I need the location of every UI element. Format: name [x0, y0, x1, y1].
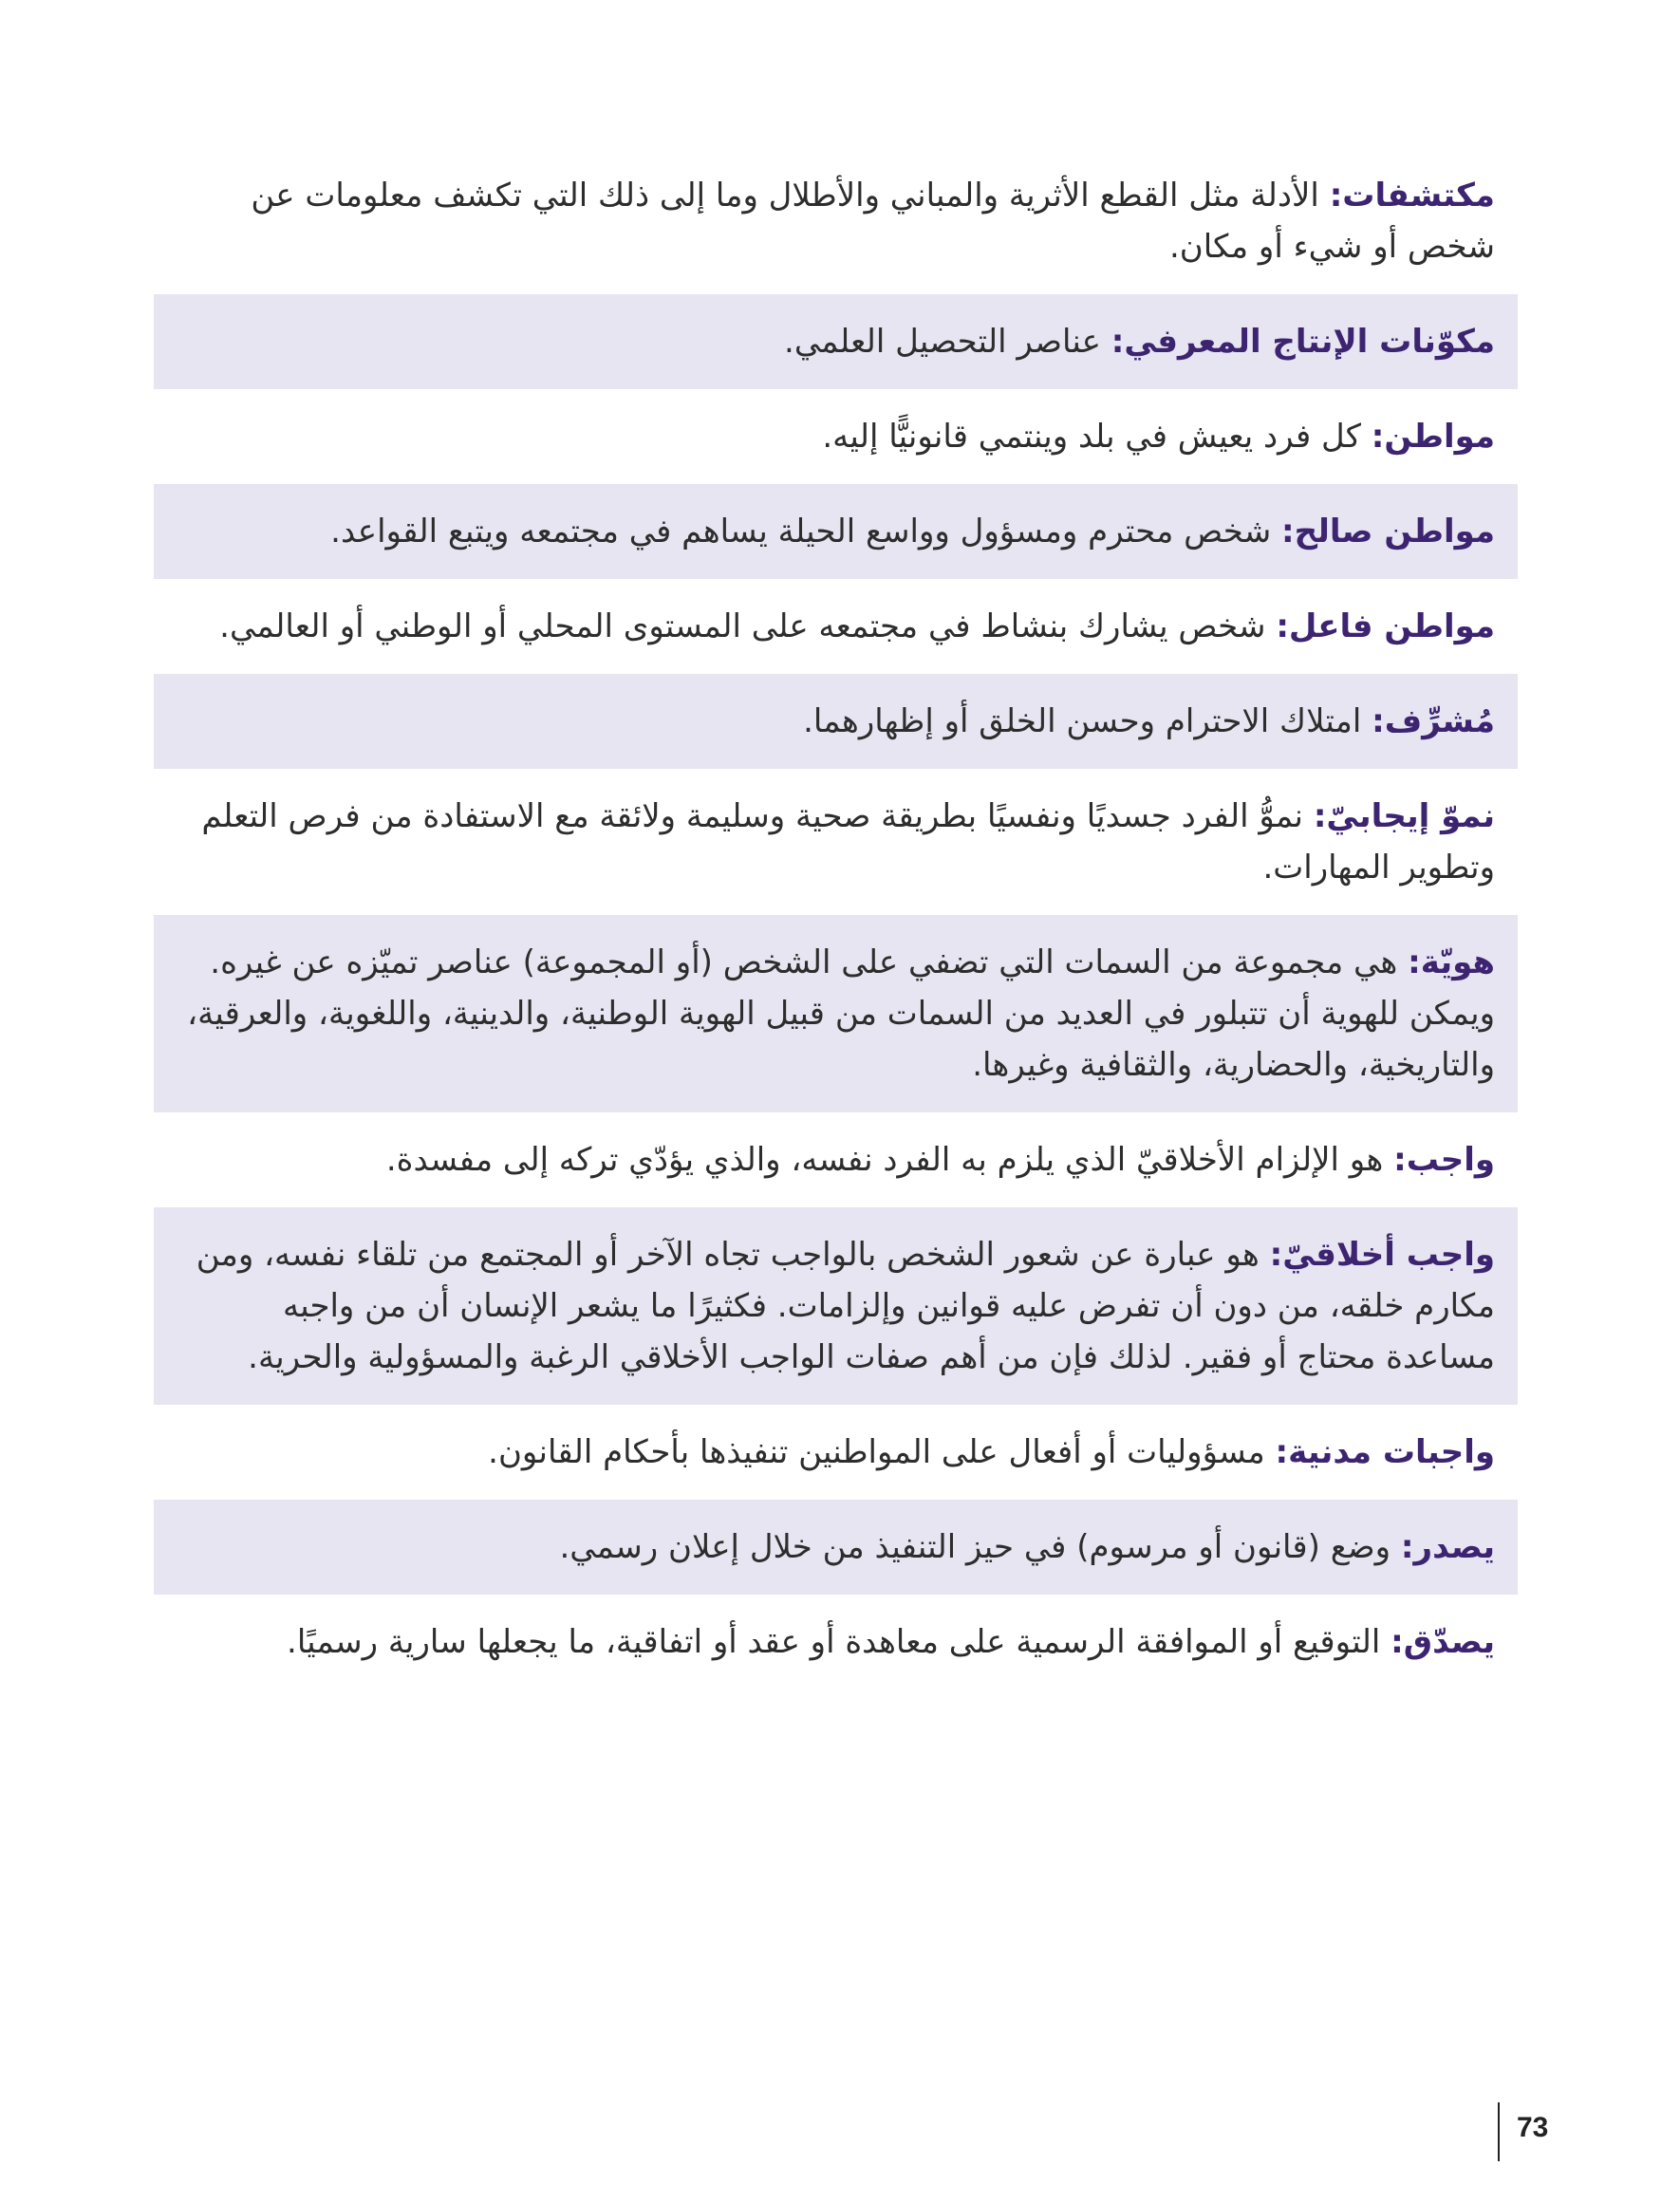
glossary-definition: الأدلة مثل القطع الأثرية والمباني والأطلال وما إلى ذلك التي تكشف معلومات عن شخص أو شيء أو مكان.: [251, 177, 1495, 266]
glossary-term: مكتشفات:: [1329, 177, 1495, 215]
footer-divider: [1498, 2102, 1500, 2161]
glossary-definition: هي مجموعة من السمات التي تضفي على الشخص (أو المجموعة) عناصر تميّزه عن غيره. ويمكن للهوية أن تتبلور في العديد من السمات من قبيل الهوية الوطنية، والدينية، واللغوية، والعرقية، والتاريخية، والحضارية، والثقافية وغيرها.: [187, 943, 1495, 1084]
glossary-entry: [154, 674, 1518, 769]
glossary-term: واجب أخلاقيّ:: [1269, 1236, 1495, 1274]
glossary-definition: التوقيع أو الموافقة الرسمية على معاهدة أو عقد أو اتفاقية، ما يجعلها سارية رسميًا.: [287, 1623, 1381, 1661]
glossary-definition: وضع (قانون أو مرسوم) في حيز التنفيذ من خلال إعلان رسمي.: [559, 1528, 1391, 1566]
glossary-definition: نموُّ الفرد جسديًا ونفسيًا بطريقة صحية وسليمة ولائقة مع الاستفادة من فرص التعلم وتطوير المهارات.: [201, 797, 1495, 887]
glossary-entry: [154, 769, 1518, 915]
glossary-term: مواطن:: [1371, 418, 1495, 456]
glossary-term: هويّة:: [1408, 943, 1495, 981]
glossary-term: نموّ إيجابيّ:: [1313, 797, 1495, 835]
page-footer: [1498, 2102, 1574, 2161]
glossary-term: مُشرِّف:: [1372, 702, 1495, 740]
glossary-term: واجب:: [1393, 1141, 1495, 1179]
glossary-term: واجبات مدنية:: [1275, 1433, 1495, 1471]
glossary-entry: [154, 148, 1518, 294]
glossary-list: [154, 148, 1518, 1690]
glossary-term: مواطن صالح:: [1281, 513, 1495, 551]
glossary-entry: [154, 579, 1518, 674]
glossary-definition: هو الإلزام الأخلاقيّ الذي يلزم به الفرد نفسه، والذي يؤدّي تركه إلى مفسدة.: [385, 1141, 1384, 1179]
glossary-definition: هو عبارة عن شعور الشخص بالواجب تجاه الآخر أو المجتمع من تلقاء نفسه، ومن مكارم خلقه، من دون أن تفرض عليه قوانين وإلزامات. فكثيرًا ما يشعر الإنسان أن من واجبه مساعدة محتاج أو فقير. لذلك فإن من أهم صفات الواجب الأخلاقي الرغبة والمسؤولية والحرية.: [196, 1236, 1495, 1376]
glossary-entry: [154, 1595, 1518, 1690]
glossary-entry: [154, 915, 1518, 1112]
glossary-entry: [154, 1207, 1518, 1405]
glossary-entry: [154, 1405, 1518, 1500]
glossary-term: يصدر:: [1400, 1528, 1495, 1566]
glossary-definition: عناصر التحصيل العلمي.: [784, 323, 1101, 361]
glossary-definition: شخص محترم ومسؤول وواسع الحيلة يساهم في مجتمعه ويتبع القواعد.: [330, 513, 1272, 551]
glossary-entry: [154, 389, 1518, 484]
glossary-term: مواطن فاعل:: [1276, 607, 1495, 645]
glossary-entry: [154, 294, 1518, 389]
glossary-definition: امتلاك الاحترام وحسن الخلق أو إظهارهما.: [803, 702, 1362, 740]
glossary-term: مكوّنات الإنتاج المعرفي:: [1111, 323, 1495, 361]
glossary-term: يصدّق:: [1391, 1623, 1495, 1661]
glossary-entry: [154, 1112, 1518, 1207]
glossary-entry: [154, 1500, 1518, 1595]
glossary-entry: [154, 484, 1518, 579]
glossary-definition: شخص يشارك بنشاط في مجتمعه على المستوى المحلي أو الوطني أو العالمي.: [219, 607, 1266, 645]
glossary-definition: مسؤوليات أو أفعال على المواطنين تنفيذها بأحكام القانون.: [488, 1433, 1265, 1471]
page-number: 73: [1517, 2112, 1549, 2143]
glossary-definition: كل فرد يعيش في بلد وينتمي قانونيًّا إليه.: [822, 418, 1361, 456]
